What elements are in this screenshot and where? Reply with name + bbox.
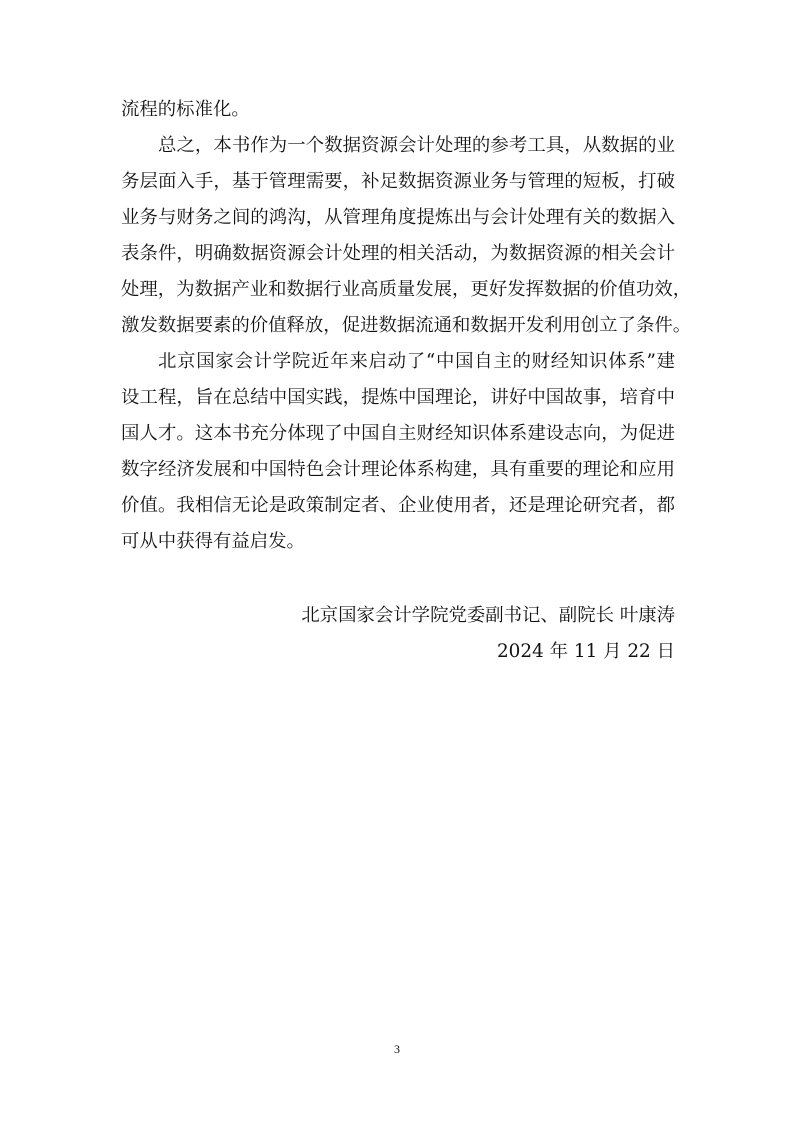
paragraph [121,92,675,128]
text-line: 北京国家会计学院近年来启动了“中国自主的财经知识体系”建 [158,351,675,372]
text-line: 可从中获得有益启发。 [121,531,305,552]
text-line: 总之，本书作为一个数据资源会计处理的参考工具，从数据的业 [158,135,675,156]
text-line: 表条件，明确数据资源会计处理的相关活动，为数据资源的相关会计 [121,243,675,264]
page-number: 3 [394,1042,400,1056]
signature-author: 北京国家会计学院党委副书记、副院长 叶康涛 [301,605,675,626]
text-line: 设工程，旨在总结中国实践，提炼中国理论，讲好中国故事，培育中 [121,387,675,408]
text-line: 务层面入手，基于管理需要，补足数据资源业务与管理的短板，打破 [121,171,675,192]
paragraph [121,128,692,344]
signature-block [121,598,675,670]
document-body [121,92,692,560]
paragraph [121,344,675,560]
signature-date: 2024 年 11 月 22 日 [496,641,675,662]
text-line: 业务与财务之间的鸿沟，从管理角度提炼出与会计处理有关的数据入 [121,207,675,228]
text-line: 处理，为数据产业和数据行业高质量发展，更好发挥数据的价值功效， [121,279,692,300]
text-line: 激发数据要素的价值释放，促进数据流通和数据开发利用创立了条件。 [121,315,692,336]
text-line: 价值。我相信无论是政策制定者、企业使用者，还是理论研究者，都 [121,495,675,516]
text-line: 国人才。这本书充分体现了中国自主财经知识体系建设志向，为促进 [121,423,675,444]
text-line: 数字经济发展和中国特色会计理论体系构建，具有重要的理论和应用 [121,459,675,480]
text-line: 流程的标准化。 [121,99,250,120]
